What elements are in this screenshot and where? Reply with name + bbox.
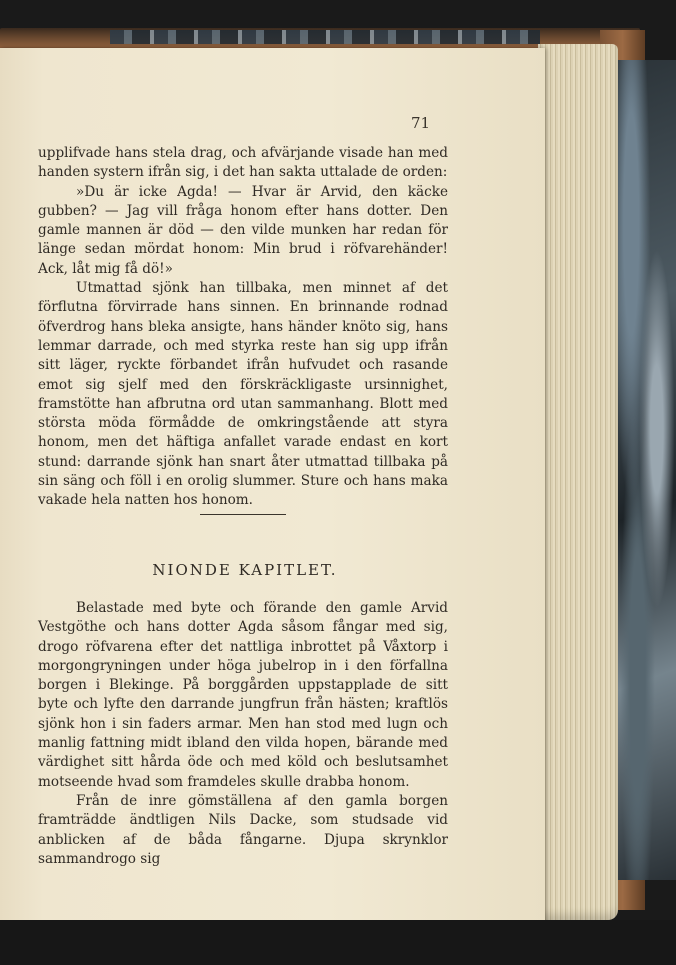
section-divider [200,514,286,515]
paragraph: Från de inre gömställena af den gamla borgen framträdde ändtligen Nils Dacke, som studsade vid anblicken af de båda fångarne. Djupa skrynklor sammandrogo sig [38,792,448,867]
page-block-edges [538,44,618,920]
paragraph: Belastade med byte och förande den gamle Arvid Vestgöthe och hans dotter Agda såsom fångar med sig, drogo röfvarena efter det nattliga inbrottet på Våxtorp i morgongryningen under höga jubelrop in i den förfallna borgen i Blekinge. På borggården uppstapplade de sitt byte och lyfte den darrande jungfrun från hästen; kraftlös sjönk hon i sin faders armar. Men han stod med lugn och manlig fattning midt ibland den vilda hopen, bärande med värdighet sitt hårda öde och med köld och beslutsamhet motseende hvad som framdeles skulle drabba honom. [38,600,448,790]
chapter-heading: NIONDE KAPITLET. [152,561,338,579]
marbled-endpaper [612,60,676,880]
paragraph: »Du är icke Agda! — Hvar är Arvid, den käcke gubben? — Jag vill fråga honom efter hans dotter. Den gamle mannen är död — den vilde munken har redan för länge sedan mördat honom: Min brud i röfvarehänder! Ack, låt mig få dö!» [38,183,448,277]
paragraph: upplifvade hans stela drag, och afvärjande visade han med handen systern ifrån sig, i det han sakta uttalade de orden: [38,145,448,181]
text-block-top [38,144,448,511]
page-number: 71 [411,114,431,132]
background-shadow [0,920,676,965]
marbled-cover-edge [110,30,540,44]
text-block-bottom [38,599,448,869]
paragraph: Utmattad sjönk han tillbaka, men minnet af det förflutna förvirrade hans sinnen. En brinnande rodnad öfverdrog hans bleka ansigte, hans händer knöto sig, hans lemmar darrade, och med styrka reste han sig upp ifrån sitt läger, ryckte förbandet ifrån hufvudet och rasande emot sig sjelf med den förskräckligaste ursinnighet, framstötte han afbrutna ord utan sammanhang. Blott med största möda förmådde de omkringstående att styra honom, men det häftiga anfallet varade endast en kort stund: darrande sjönk han snart åter utmattad tillbaka på sin säng och föll i en orolig slummer. Sture och hans maka vakade hela natten hos honom. [38,280,448,509]
